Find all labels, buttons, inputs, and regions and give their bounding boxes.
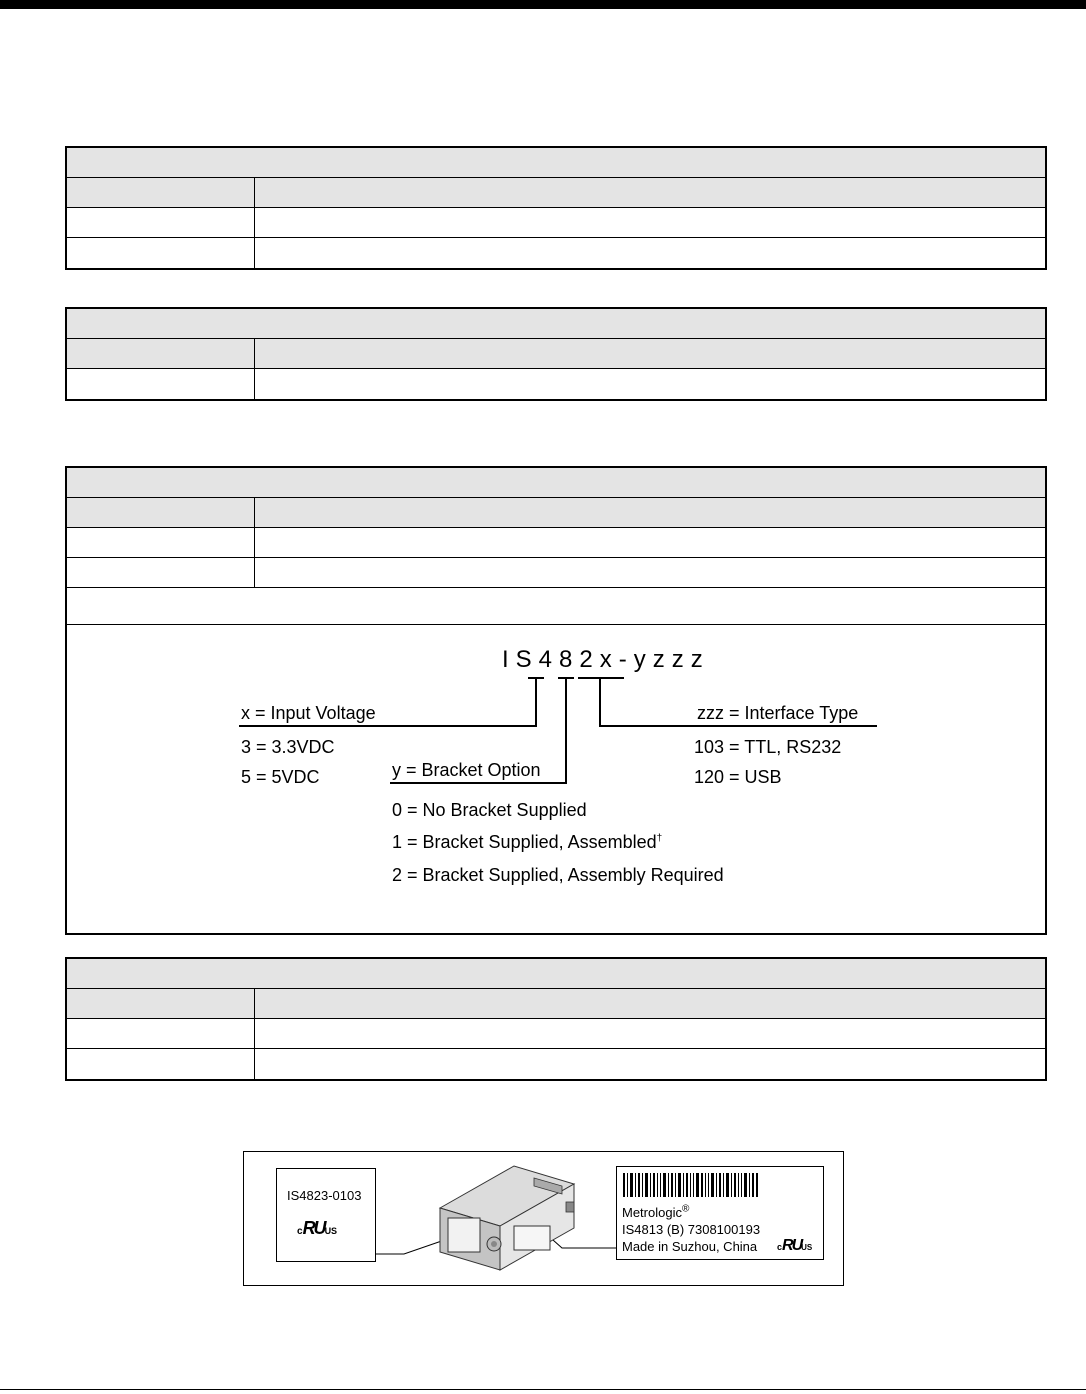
zzz-option: 120 = USB bbox=[694, 767, 782, 787]
right-label-model-serial: IS4813 (B) 7308100193 bbox=[622, 1222, 761, 1237]
table-row bbox=[67, 208, 1045, 238]
leader-x-horizontal bbox=[239, 725, 537, 727]
table-row bbox=[67, 369, 1045, 399]
table-4 bbox=[65, 957, 1047, 1081]
ul-cert-logo: cRUUS bbox=[777, 1237, 813, 1254]
leader-y-vertical bbox=[565, 677, 567, 784]
y-option: 1 = Bracket Supplied, Assembled† bbox=[392, 832, 663, 852]
table-row bbox=[67, 1049, 1045, 1079]
model-code: IS482x-yzzz bbox=[502, 646, 710, 673]
y-option: 2 = Bracket Supplied, Assembly Required bbox=[392, 865, 724, 885]
x-option: 3 = 3.3VDC bbox=[241, 737, 335, 757]
y-legend-title: y = Bracket Option bbox=[392, 760, 541, 780]
table-2 bbox=[65, 307, 1047, 401]
leader-x-vertical bbox=[535, 677, 537, 727]
left-label-part-number: IS4823-0103 bbox=[287, 1188, 362, 1203]
table-row bbox=[67, 558, 1045, 588]
bracket-zzz bbox=[578, 677, 624, 679]
ul-cert-logo: cRUUS bbox=[297, 1218, 338, 1238]
table-column-header-row bbox=[67, 339, 1045, 369]
right-label-origin: Made in Suzhou, China bbox=[622, 1239, 758, 1254]
model-code-diagram bbox=[67, 625, 1045, 933]
leader-zzz-horizontal bbox=[599, 725, 877, 727]
table-row bbox=[67, 1019, 1045, 1049]
right-label-brand: Metrologic® bbox=[622, 1203, 690, 1220]
table-row bbox=[67, 528, 1045, 558]
zzz-legend-title: zzz = Interface Type bbox=[697, 703, 859, 723]
x-option: 5 = 5VDC bbox=[241, 767, 320, 787]
y-option: 0 = No Bracket Supplied bbox=[392, 800, 587, 820]
zzz-option: 103 = TTL, RS232 bbox=[694, 737, 842, 757]
page-bottom-rule bbox=[0, 1389, 1086, 1390]
right-product-label bbox=[616, 1166, 824, 1260]
x-legend-title: x = Input Voltage bbox=[241, 703, 376, 723]
table-header bbox=[67, 959, 1045, 989]
table-header bbox=[67, 148, 1045, 178]
table-row bbox=[67, 238, 1045, 268]
table-column-header-row bbox=[67, 989, 1045, 1019]
barcode-graphic bbox=[623, 1173, 759, 1197]
leader-y-horizontal bbox=[390, 782, 567, 784]
table-column-header-row bbox=[67, 498, 1045, 528]
table-header bbox=[67, 309, 1045, 339]
table-note-row bbox=[67, 588, 1045, 625]
table-3-model-configuration bbox=[65, 466, 1047, 935]
table-header bbox=[67, 468, 1045, 498]
label-location-figure bbox=[243, 1151, 844, 1286]
table-column-header-row bbox=[67, 178, 1045, 208]
page-top-bar bbox=[0, 0, 1086, 9]
table-1 bbox=[65, 146, 1047, 270]
leader-zzz-vertical bbox=[599, 677, 601, 727]
scanner-engine-illustration bbox=[434, 1158, 584, 1278]
